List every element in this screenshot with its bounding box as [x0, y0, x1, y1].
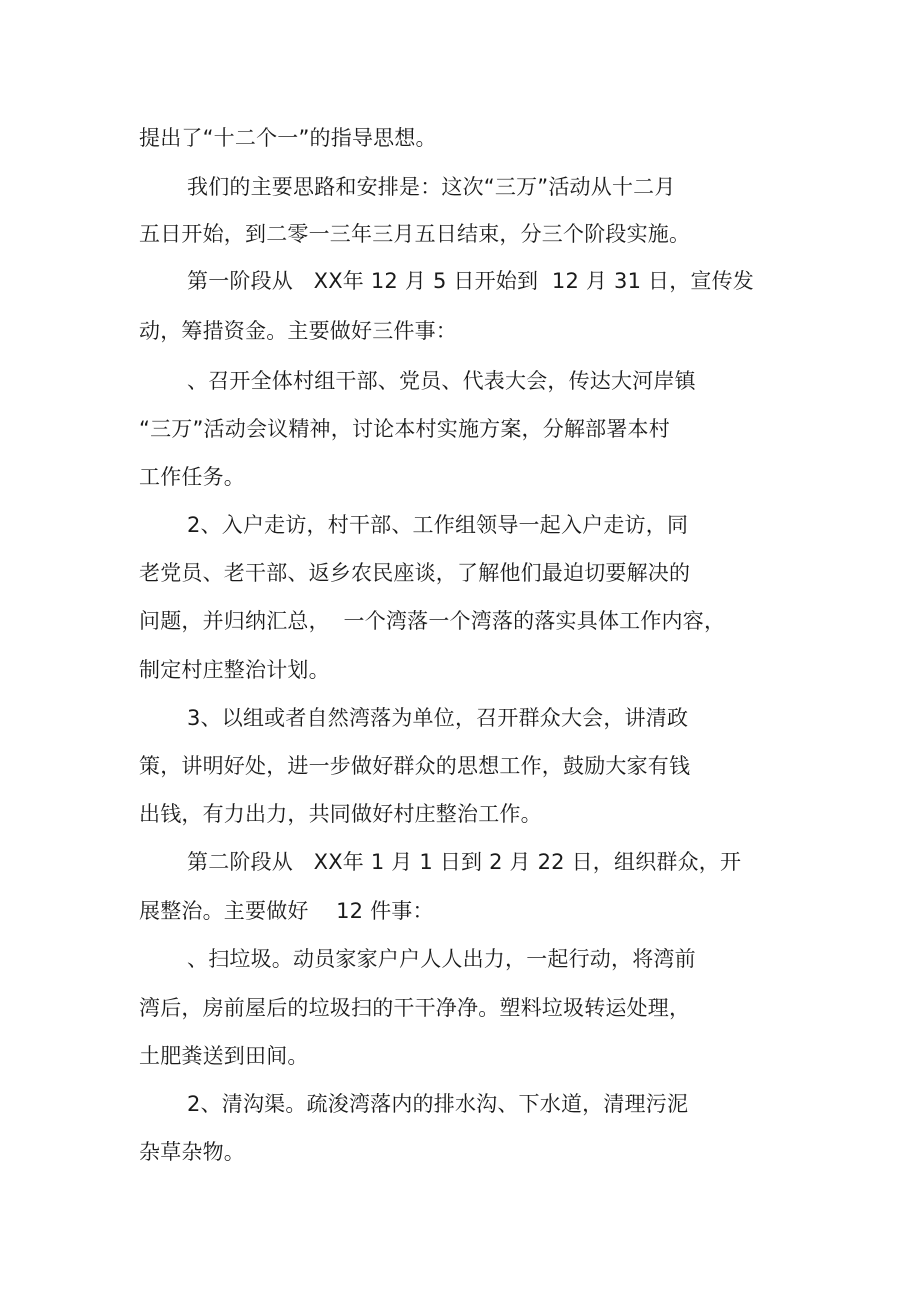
text-line-14: 策，讲明好处，进一步做好群众的思想工作，鼓励大家有钱	[139, 754, 691, 778]
text-line-21: 2、清沟渠。疏浚湾落内的排水沟、下水道，清理污泥	[187, 1092, 689, 1116]
text-line-13: 3、以组或者自然湾落为单位，召开群众大会，讲清政	[187, 706, 689, 730]
text-line-19: 湾后，房前屋后的垃圾扫的干干净净。塑料垃圾转运处理，	[139, 996, 691, 1020]
text-line-20: 土肥粪送到田间。	[139, 1044, 309, 1068]
text-line-7: “三万”活动会议精神，讨论本村实施方案，分解部署本村	[139, 417, 670, 441]
text-line-2: 我们的主要思路和安排是：这次“三万”活动从十二月	[187, 175, 676, 199]
text-line-6: 、召开全体村组干部、党员、代表大会，传达大河岸镇	[187, 369, 696, 393]
text-line-5: 动，筹措资金。主要做好三件事：	[139, 319, 457, 343]
text-line-11: 问题，并归纳汇总， 一个湾落一个湾落的落实具体工作内容，	[139, 609, 726, 633]
text-line-18: 、扫垃圾。动员家家户户人人出力，一起行动，将湾前	[187, 947, 696, 971]
text-line-3: 五日开始，到二零一三年三月五日结束，分三个阶段实施。	[139, 222, 691, 246]
text-line-9: 2、入户走访，村干部、工作组领导一起入户走访，同	[187, 513, 689, 537]
text-line-10: 老党员、老干部、返乡农民座谈，了解他们最迫切要解决的	[139, 561, 691, 585]
text-line-12: 制定村庄整治计划。	[139, 658, 330, 682]
text-line-15: 出钱，有力出力，共同做好村庄整治工作。	[139, 802, 542, 826]
text-line-8: 工作任务。	[139, 465, 245, 489]
text-line-4: 第一阶段从 XX年 12 月 5 日开始到 12 月 31 日，宣传发	[187, 269, 755, 293]
text-line-17: 展整治。主要做好 12 件事：	[139, 899, 434, 923]
text-line-22: 杂草杂物。	[139, 1140, 245, 1164]
text-line-16: 第二阶段从 XX年 1 月 1 日到 2 月 22 日，组织群众，开	[187, 850, 742, 874]
text-line-1: 提出了“十二个一”的指导思想。	[139, 126, 437, 150]
